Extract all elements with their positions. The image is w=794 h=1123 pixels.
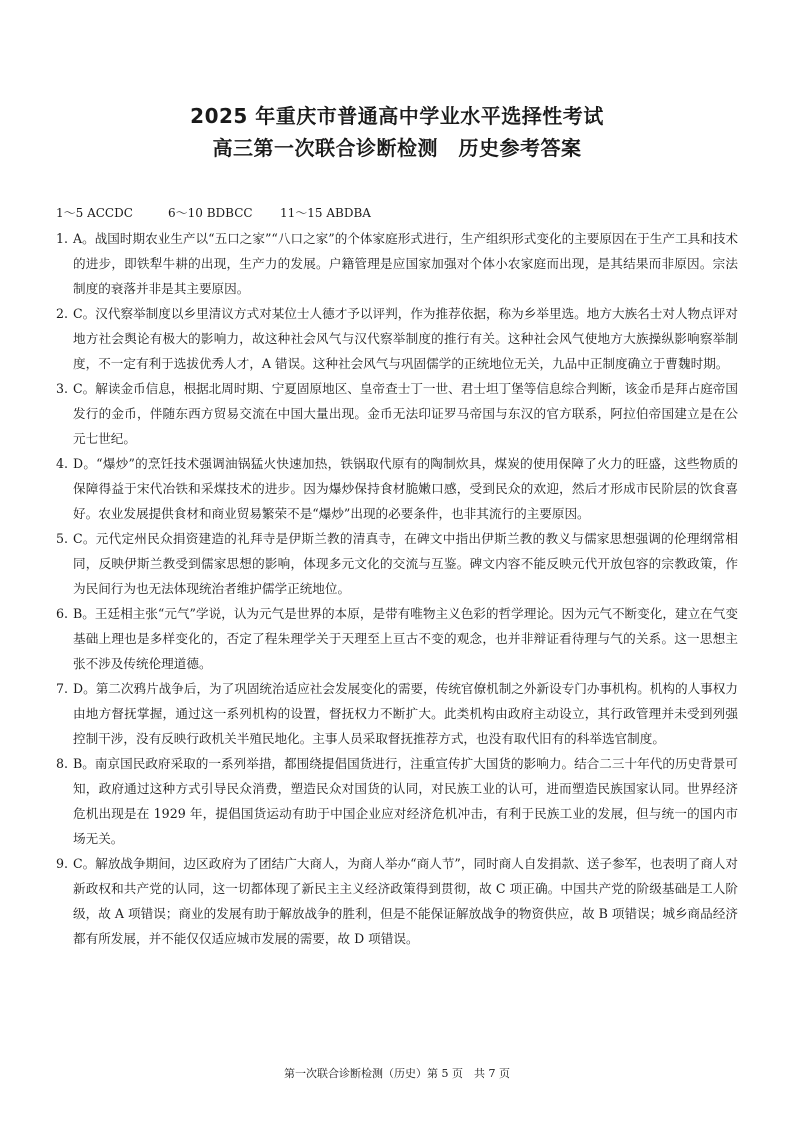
item-number: 1. [56,231,69,246]
explanation-item [56,226,738,301]
exam-title: 2025 年重庆市普通高中学业水平选择性考试 [190,104,604,128]
item-number: 3. [56,381,69,396]
explanation-item [56,526,738,601]
explanation-item [56,751,738,851]
item-text: B。王廷相主张“元气”学说，认为元气是世界的本原，是带有唯物主义色彩的哲学理论。因为元气不断变化，建立在气变基础上理也是多样变化的，否定了程朱理学关于天理至上亘古不变的观念，也并非辩证看待理与气的关系。这一思想主张不涉及传统伦理道德。 [73,606,738,671]
item-number: 7. [56,681,69,696]
answer-key-row [56,204,371,221]
item-text: D。第二次鸦片战争后，为了巩固统治适应社会发展变化的需要，传统官僚机制之外新设专门办事机构。机构的人事权力由地方督抚掌握，通过这一系列机构的设置，督抚权力不断扩大。此类机构由政府主动设立，其行政管理并未受到列强控制干涉，没有反映行政机关半殖民地化。主事人员采取督抚推荐方式，也没有取代旧有的科举选官制度。 [73,681,738,746]
item-text: C。元代定州民众捐资建造的礼拜寺是伊斯兰教的清真寺，在碑文中指出伊斯兰教的教义与儒家思想强调的伦理纲常相同，反映伊斯兰教受到儒家思想的影响，体现多元文化的交流与互鉴。碑文内容不能反映元代开放包容的宗教政策，作为民间行为也无法体现统治者维护儒学正统地位。 [73,531,738,596]
explanation-item [56,301,738,376]
item-number: 2. [56,306,69,321]
item-text: C。汉代察举制度以乡里清议方式对某位士人德才予以评判，作为推荐依据，称为乡举里选。地方大族名士对人物点评对地方社会舆论有极大的影响力，故这种社会风气与汉代察举制度的推行有关。这种社会风气使地方大族操纵影响察举制度，不一定有利于选拔优秀人才，A 错误。这种社会风气与巩固儒学的正统地位无关，九品中正制度确立于曹魏时期。 [73,306,738,371]
answer-key-group-3: 11～15 ABDBA [280,206,371,220]
item-text: C。解读金币信息，根据北周时期、宁夏固原地区、皇帝查士丁一世、君士坦丁堡等信息综合判断，该金币是拜占庭帝国发行的金币，伴随东西方贸易交流在中国大量出现。金币无法印证罗马帝国与东汉的官方联系，阿拉伯帝国建立是在公元七世纪。 [73,381,738,446]
explanation-item [56,601,738,676]
item-text: C。解放战争期间，边区政府为了团结广大商人，为商人举办“商人节”，同时商人自发捐款、送子参军，也表明了商人对新政权和共产党的认同，这一切都体现了新民主主义经济政策得到贯彻，故 C 项正确。中国共产党的阶级基础是工人阶级，故 A 项错误；商业的发展有助于解放战争的胜利，但是不能保证解放战争的物资供应，故 B 项错误；城乡商品经济都有所发展，并不能仅仅适应城市发展的需要，故 D 项错误。 [73,856,738,946]
item-text: B。南京国民政府采取的一系列举措，都围绕提倡国货进行，注重宣传扩大国货的影响力。结合二三十年代的历史背景可知，政府通过这种方式引导民众消费，塑造民众对国货的认同，对民族工业的认可，进而塑造民族国家认同。世界经济危机出现是在 1929 年，提倡国货运动有助于中国企业应对经济危机冲击，有利于民族工业的发展，但与统一的国内市场无关。 [73,756,738,846]
answer-explanations [56,226,738,951]
item-number: 5. [56,531,69,546]
explanation-item [56,851,738,951]
explanation-item [56,676,738,751]
item-text: D。“爆炒”的烹饪技术强调油锅猛火快速加热，铁锅取代原有的陶制炊具，煤炭的使用保障了火力的旺盛，这些物质的保障得益于宋代冶铁和采煤技术的进步。因为爆炒保持食材脆嫩口感，受到民众的欢迎，然后才形成市民阶层的饮食喜好。农业发展提供食材和商业贸易繁荣不是“爆炒”出现的必要条件，也非其流行的主要原因。 [73,456,738,521]
answer-key-group-1: 1～5 ACCDC [56,206,133,220]
item-number: 9. [56,856,69,871]
item-text: A。战国时期农业生产以“五口之家”“八口之家”的个体家庭形式进行，生产组织形式变化的主要原因在于生产工具和技术的进步，即铁犁牛耕的出现，生产力的发展。户籍管理是应国家加强对个体小农家庭而出现，是其结果而非原因。宗法制度的衰落并非是其主要原因。 [73,231,738,296]
item-number: 6. [56,606,69,621]
answer-key-group-2: 6～10 BDBCC [168,206,253,220]
item-number: 8. [56,756,69,771]
explanation-item [56,376,738,451]
item-number: 4. [56,456,69,471]
page-footer: 第一次联合诊断检测（历史）第 5 页 共 7 页 [284,1067,510,1080]
answer-title: 高三第一次联合诊断检测 历史参考答案 [212,136,582,160]
explanation-item [56,451,738,526]
